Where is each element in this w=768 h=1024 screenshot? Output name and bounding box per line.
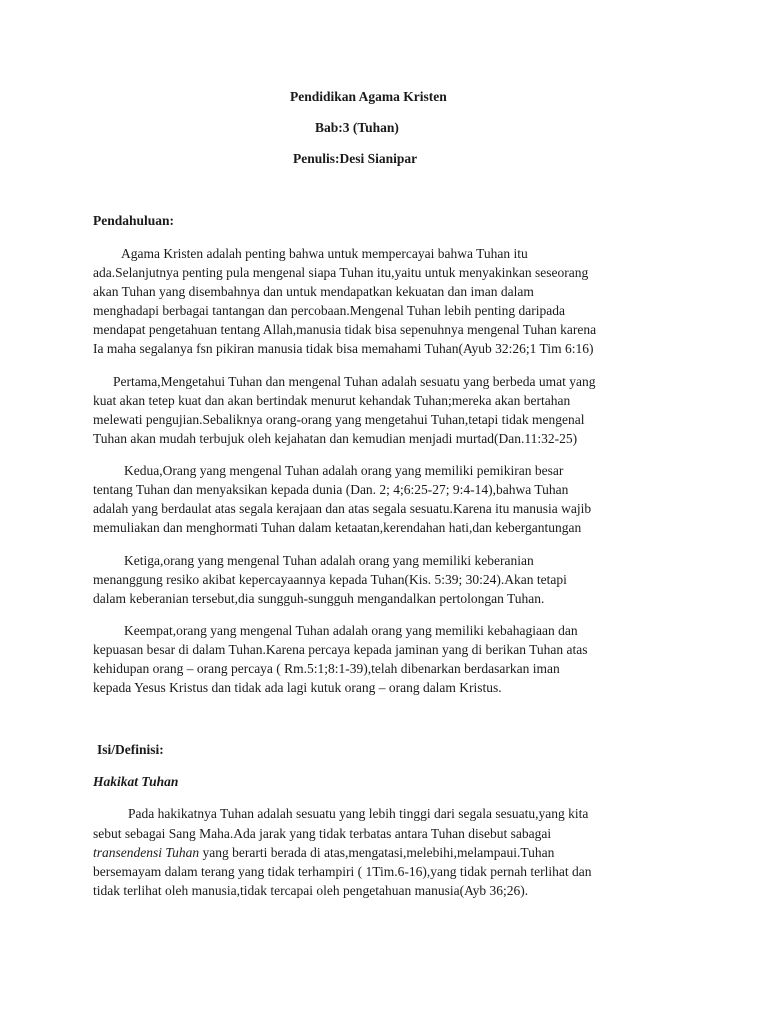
paragraph-line: Keempat,orang yang mengenal Tuhan adalah orang yang memiliki kebahagiaan dan xyxy=(124,623,578,638)
paragraph-line: kuat akan tetep kuat dan akan bertindak menurut kehandak Tuhan;mereka akan bertahan xyxy=(93,393,571,408)
paragraph-line: Kedua,Orang yang mengenal Tuhan adalah orang yang memiliki pemikiran besar xyxy=(124,463,564,478)
paragraph-line: menanggung resiko akibat kepercayaannya kepada Tuhan(Kis. 5:39; 30:24).Akan tetapi xyxy=(93,572,567,587)
paragraph-line: tentang Tuhan dan menyaksikan kepada dunia (Dan. 2; 4;6:25-27; 9:4-14),bahwa Tuhan xyxy=(93,482,569,497)
paragraph-line: akan Tuhan yang disembahnya dan untuk mendapatkan kekuatan dan iman dalam xyxy=(93,284,534,299)
author-label: Penulis:Desi Sianipar xyxy=(293,151,418,166)
paragraph-line: sebut sebagai Sang Maha.Ada jarak yang tidak terbatas antara Tuhan disebut sabagai xyxy=(93,826,552,841)
paragraph-line: adalah yang berdaulat atas segala kerajaan dan atas segala sesuatu.Karena itu manusia wajib xyxy=(93,501,592,516)
paragraph-line: kepuasan besar di dalam Tuhan.Karena percaya kepada jaminan yang di berikan Tuhan atas xyxy=(93,642,588,657)
paragraph-line: bersemayam dalam terang yang tidak terhampiri ( 1Tim.6-16),yang tidak pernah terlihat dan xyxy=(93,864,592,879)
paragraph-line: kepada Yesus Kristus dan tidak ada lagi kutuk orang – orang dalam Kristus. xyxy=(93,680,502,695)
definition-heading: Isi/Definisi: xyxy=(97,742,164,757)
paragraph-line: Tuhan akan mudah terbujuk oleh kejahatan dan kemudian menjadi murtad(Dan.11:32-25) xyxy=(93,431,578,446)
italic-term: transendensi Tuhan xyxy=(93,845,200,860)
paragraph-line: ada.Selanjutnya penting pula mengenal siapa Tuhan itu,yaitu untuk menyakinkan seseorang xyxy=(93,265,589,280)
paragraph-line: tidak terlihat oleh manusia,tidak tercapai oleh pengetahuan manusia(Ayb 36;26). xyxy=(93,883,529,898)
chapter-label: Bab:3 (Tuhan) xyxy=(315,120,399,135)
paragraph-line: Agama Kristen adalah penting bahwa untuk mempercayai bahwa Tuhan itu xyxy=(121,246,528,261)
paragraph-line: mendapat pengetahuan tentang Allah,manusia tidak bisa sepenuhnya mengenal Tuhan karena xyxy=(93,322,597,337)
paragraph-line xyxy=(93,845,554,861)
paragraph-line: Ketiga,orang yang mengenal Tuhan adalah orang yang memiliki keberanian xyxy=(124,553,534,568)
paragraph-line: dalam keberanian tersebut,dia sungguh-sungguh mengandalkan pertolongan Tuhan. xyxy=(93,591,545,606)
definition-subheading: Hakikat Tuhan xyxy=(93,774,179,789)
paragraph-line: memuliakan dan menghormati Tuhan dalam ketaatan,kerendahan hati,dan kebergantungan xyxy=(93,520,582,535)
paragraph-line: kehidupan orang – orang percaya ( Rm.5:1;8:1-39),telah dibenarkan berdasarkan iman xyxy=(93,661,560,676)
intro-heading: Pendahuluan: xyxy=(93,213,175,228)
paragraph-line: Pertama,Mengetahui Tuhan dan mengenal Tuhan adalah sesuatu yang berbeda umat yang xyxy=(113,374,596,389)
paragraph-line: melewati pengujian.Sebaliknya orang-orang yang mengetahui Tuhan,tetapi tidak mengenal xyxy=(93,412,585,427)
paragraph-line: Ia maha segalanya fsn pikiran manusia tidak bisa memahami Tuhan(Ayub 32:26;1 Tim 6:16) xyxy=(93,341,594,356)
document-title: Pendidikan Agama Kristen xyxy=(290,89,447,104)
paragraph-line: menghadapi berbagai tantangan dan percobaan.Mengenal Tuhan lebih penting daripada xyxy=(93,303,565,318)
paragraph-line: Pada hakikatnya Tuhan adalah sesuatu yang lebih tinggi dari segala sesuatu,yang kita xyxy=(128,806,589,821)
paragraph-text: yang berarti berada di atas,mengatasi,melebihi,melampaui.Tuhan xyxy=(199,845,555,860)
